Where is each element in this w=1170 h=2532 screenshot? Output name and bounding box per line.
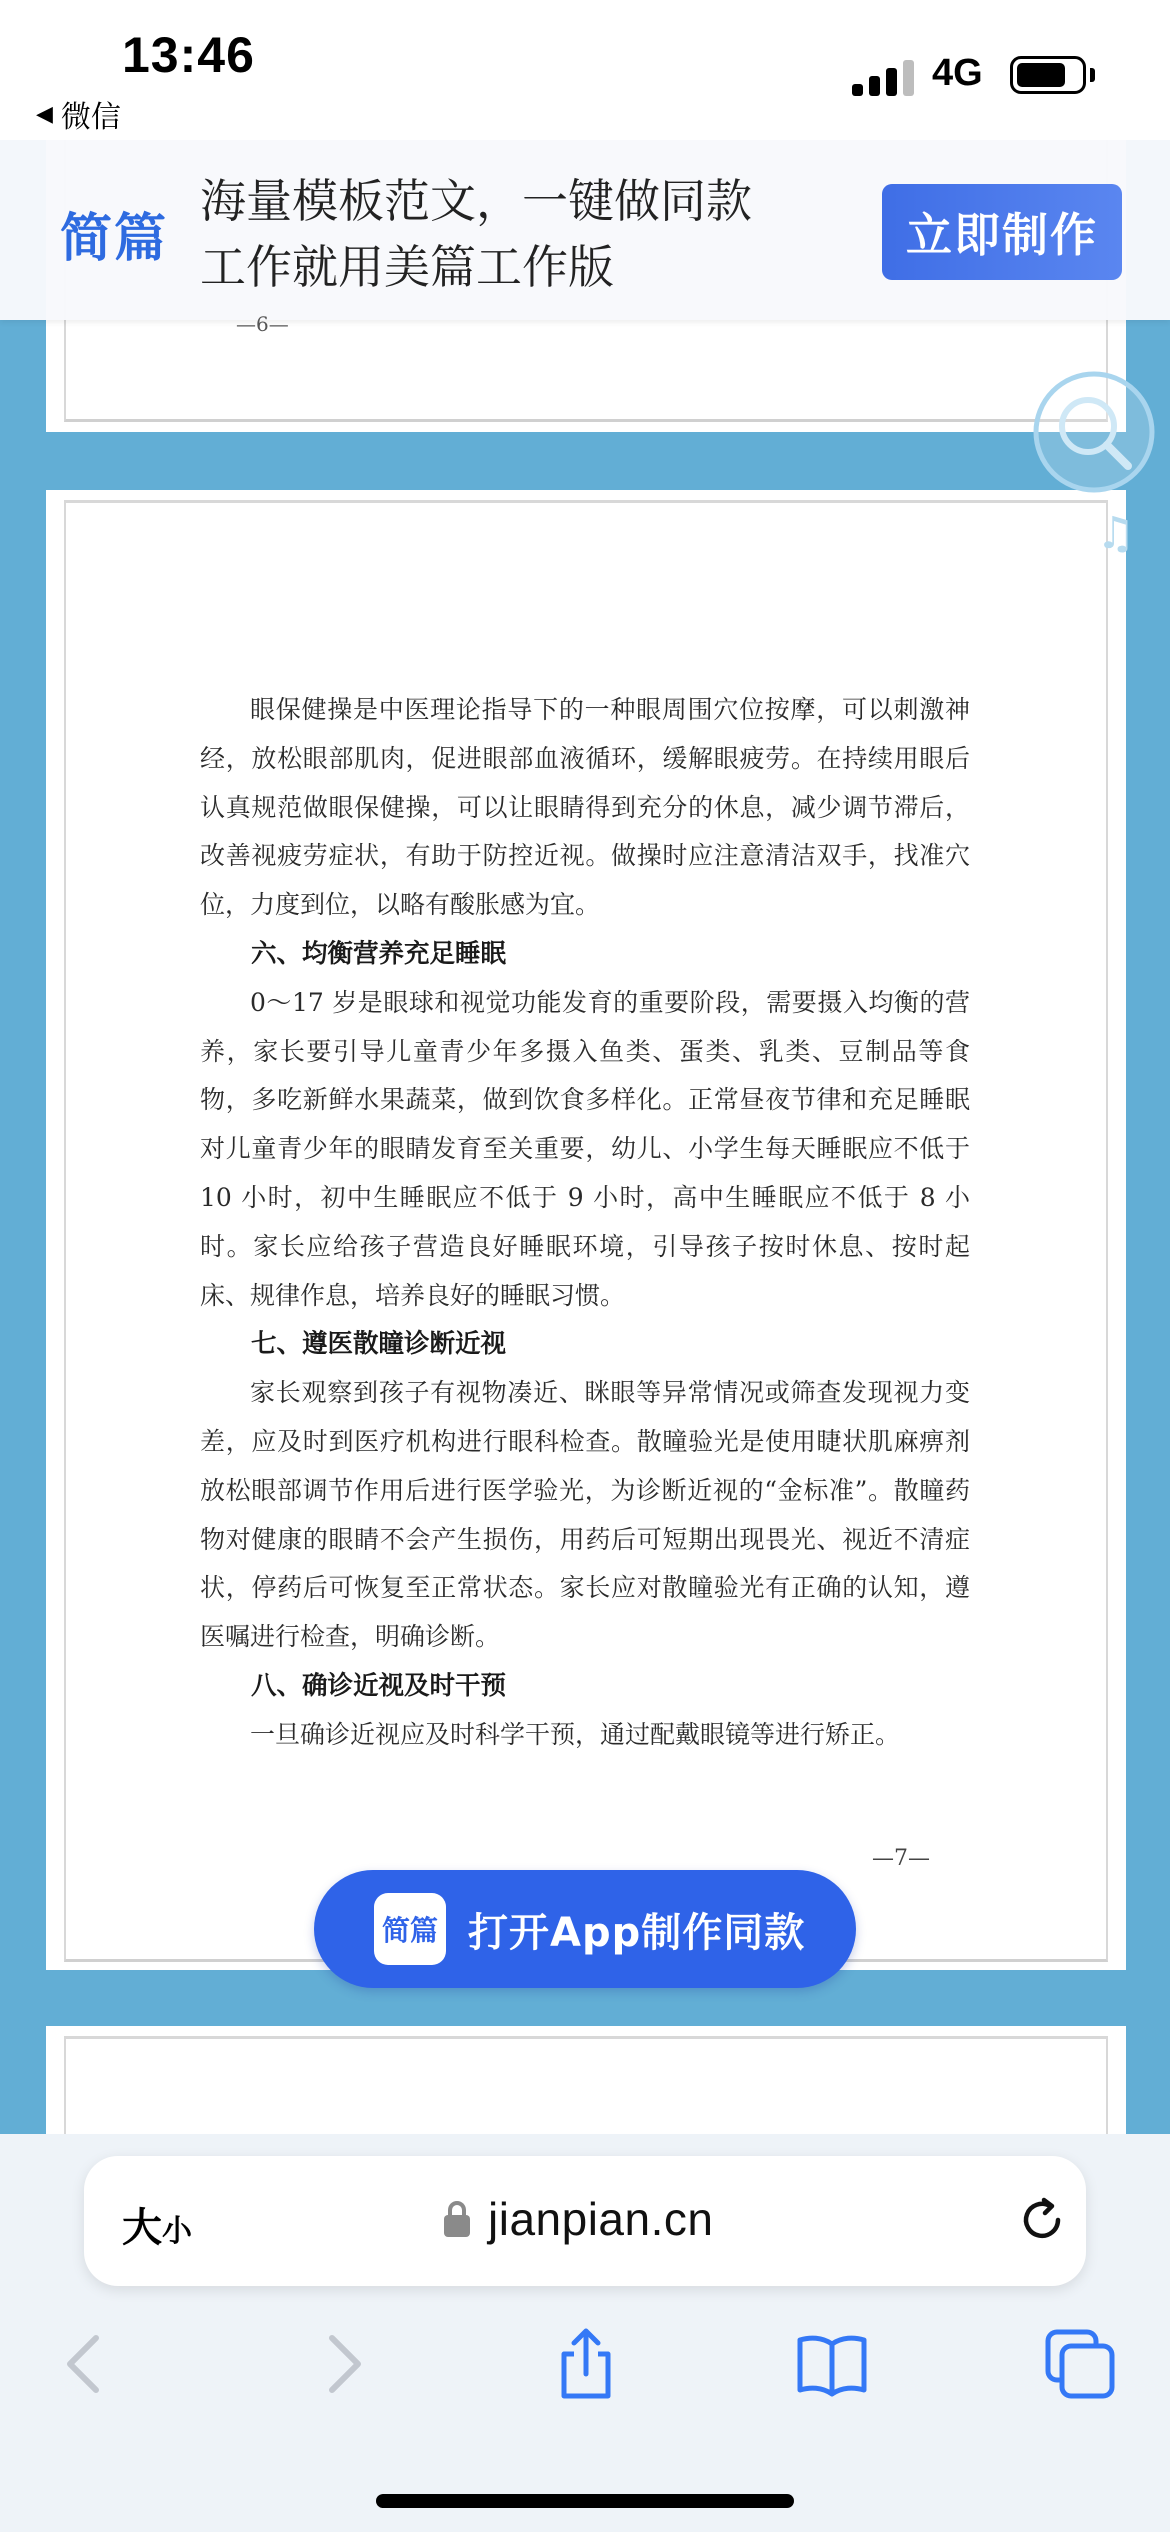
battery-icon: [1010, 56, 1086, 94]
make-now-button[interactable]: 立即制作: [882, 184, 1122, 280]
jianpian-logo: 简篇: [60, 209, 169, 269]
page-paper: [64, 2036, 1108, 2136]
section-heading-8: 八、确诊近视及时干预: [251, 1670, 507, 1701]
forward-arrow-icon[interactable]: [300, 2324, 380, 2404]
status-time: 13:46: [122, 27, 255, 83]
text-size-button[interactable]: [122, 2196, 192, 2253]
tabs-icon[interactable]: [1040, 2324, 1120, 2404]
promo-line-1: 海量模板范文，一键做同款: [200, 174, 752, 228]
address-bar[interactable]: [84, 2156, 1086, 2286]
page-number: —7—: [872, 1846, 930, 1871]
battery-nub: [1090, 68, 1095, 82]
paragraph-eye-exercise: 眼保健操是中医理论指导下的一种眼周围穴位按摩，可以刺激神经，放松眼部肌肉，促进眼部血液循环，缓解眼疲劳。在持续用眼后认真规范做眼保健操，可以让眼睛得到充分的休息，减少调节滞后，改善视疲劳症状，有助于防控近视。做操时应注意清洁双手，找准穴位，力度到位，以略有酸胀感为宜。: [200, 695, 970, 920]
status-bar: [0, 0, 1170, 140]
home-indicator: [376, 2494, 794, 2508]
section-heading-6: 六、均衡营养充足睡眠: [251, 938, 507, 969]
url-text: jianpian.cn: [488, 2193, 714, 2245]
url-display[interactable]: [444, 2192, 713, 2246]
promo-text: [200, 168, 752, 300]
signal-icon: [852, 58, 916, 96]
paragraph-intervention: 一旦确诊近视应及时科学干预，通过配戴眼镜等进行矫正。: [250, 1719, 901, 1749]
open-app-label: 打开App制作同款: [468, 1909, 806, 1956]
back-label: 微信: [60, 100, 121, 135]
book-icon[interactable]: [792, 2324, 872, 2404]
back-arrow-icon[interactable]: [48, 2324, 128, 2404]
paragraph-dilation: 家长观察到孩子有视物凑近、眯眼等异常情况或筛查发现视力变差，应及时到医疗机构进行眼科检查。散瞳验光是使用睫状肌麻痹剂放松眼部调节作用后进行医学验光，为诊断近视的“金标准”。散瞳药物对健康的眼睛不会产生损伤，用药后可短期出现畏光、视近不清症状，停药后可恢复至正常状态。家长应对散瞳验光有正确的认知，遵医嘱进行检查，明确诊断。: [200, 1378, 970, 1652]
section-heading-7: 七、遵医散瞳诊断近视: [251, 1329, 507, 1360]
promo-banner[interactable]: [0, 140, 1170, 320]
reload-icon[interactable]: [1014, 2192, 1070, 2248]
network-label: 4G: [932, 52, 983, 94]
previous-page-number: —6—: [236, 312, 289, 336]
back-triangle-icon: ◀: [36, 101, 53, 127]
music-note-icon[interactable]: ♫: [1096, 508, 1136, 559]
app-logo-icon: 简篇: [374, 1893, 446, 1965]
next-document-page: [46, 2026, 1126, 2136]
share-icon[interactable]: [546, 2324, 626, 2404]
text-size-big: 大: [122, 2205, 162, 2251]
document-body: [200, 686, 970, 1760]
text-size-small: 小: [162, 2214, 192, 2249]
search-magnifier-icon[interactable]: [1030, 368, 1158, 496]
paragraph-nutrition-sleep: 0～17 岁是眼球和视觉功能发育的重要阶段，需要摄入均衡的营养，家长要引导儿童青少年多摄入鱼类、蛋类、乳类、豆制品等食物，多吃新鲜水果蔬菜，做到饮食多样化。正常昼夜节律和充足睡眠对儿童青少年的眼睛发育至关重要，幼儿、小学生每天睡眠应不低于 10 小时，初中生睡眠应不低于 9 小时，高中生睡眠应不低于 8 小时。家长应给孩子营造良好睡眠环境，引导孩子按时休息、按时起床、规律作息，培养良好的睡眠习惯。: [200, 987, 970, 1310]
lock-icon: [444, 2201, 470, 2237]
open-app-button[interactable]: [314, 1870, 856, 1988]
back-to-wechat[interactable]: [36, 92, 121, 136]
promo-line-2: 工作就用美篇工作版: [200, 240, 614, 294]
